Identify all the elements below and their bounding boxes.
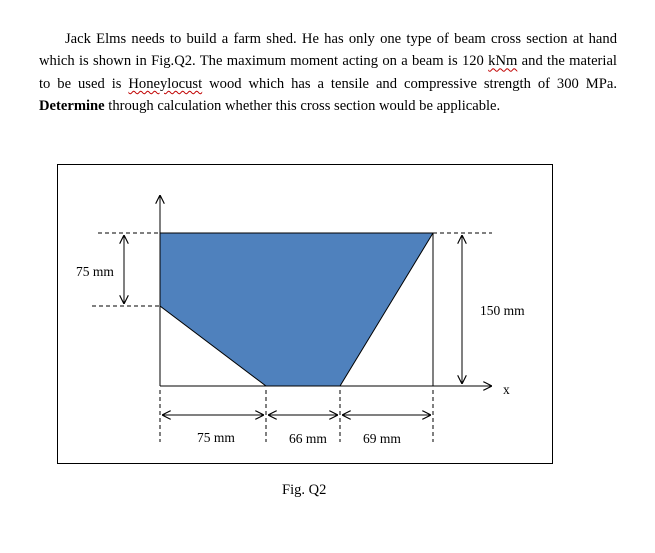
material-name: Honeylocust: [128, 75, 203, 92]
label-75mm-bottom: 75 mm: [197, 430, 235, 445]
figure-caption: Fig. Q2: [282, 482, 327, 498]
label-66mm: 66 mm: [289, 431, 327, 446]
unit-knm: kNm: [488, 53, 518, 70]
cross-section-shape: [160, 233, 433, 386]
problem-text-1: Jack Elms needs to build a farm shed. He has only one type of beam cross section at hand which is shown in Fig.Q2. The maximum moment acting on a beam is 120: [39, 31, 617, 70]
problem-text-3: wood which has a tensile and compressive strength of 300 MPa.: [202, 75, 617, 92]
label-75mm-left: 75 mm: [76, 264, 114, 279]
label-x-axis: x: [503, 382, 510, 397]
label-69mm: 69 mm: [363, 431, 401, 446]
problem-text-4: through calculation whether this cross section would be applicable.: [104, 98, 501, 115]
label-150mm: 150 mm: [480, 303, 525, 318]
problem-text-2: and the material to be used is: [39, 53, 617, 92]
problem-bold-word: Determine: [39, 98, 105, 115]
